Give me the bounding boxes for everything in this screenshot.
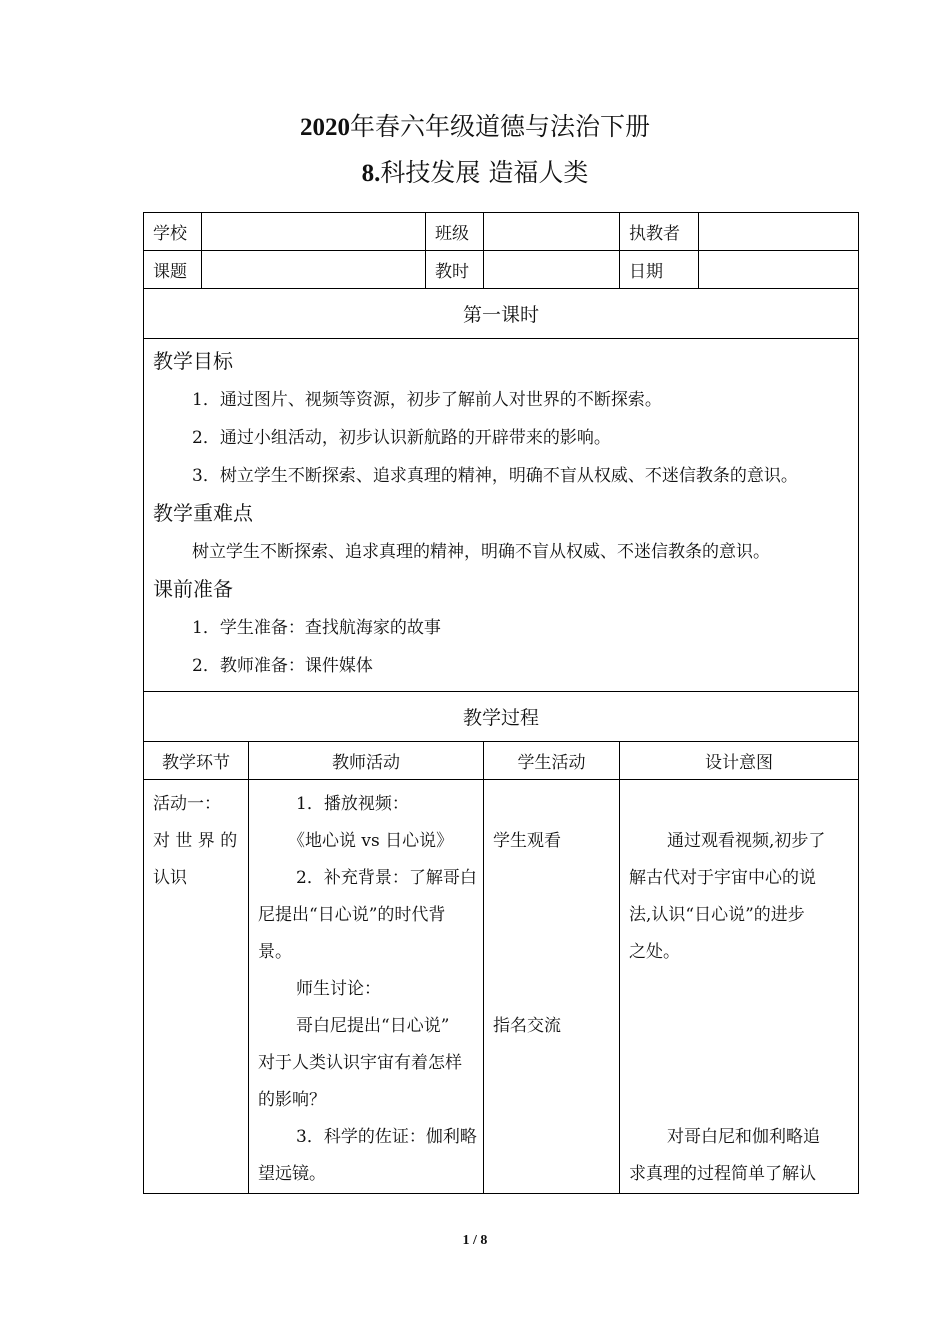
column-header-stage: 教学环节 [144,742,249,780]
intent-line: 通过观看视频,初步了 [667,831,826,851]
design-intent-cell [620,780,859,1194]
teacher-line: 1．播放视频： [296,794,409,814]
intent-line: 解古代对于宇宙中心的说 [629,868,816,888]
lesson-plan-table [143,212,859,1194]
overview-cell [144,339,859,692]
teacher-line: 哥白尼提出“日心说” [296,1016,450,1036]
stage-line: 认识 [153,868,187,888]
goal-item: 2．通过小组活动，初步认识新航路的开辟带来的影响。 [192,428,611,448]
stage-line: 活动一： [153,794,221,814]
prep-heading: 课前准备 [153,577,233,601]
student-line: 学生观看 [493,831,561,851]
teacher-line: 望远镜。 [258,1164,326,1184]
info-row-2 [144,251,859,289]
document-subtitle: 8.科技发展 造福人类 [361,158,589,187]
teacher-line: 的影响？ [258,1090,326,1110]
goal-item: 1．通过图片、视频等资源，初步了解前人对世界的不断探索。 [192,390,662,410]
activity-stage-cell [144,780,249,1194]
teacher-line: 对于人类认识宇宙有着怎样 [258,1053,462,1073]
lesson-row [144,289,859,339]
process-row [144,692,859,742]
process-label: 教学过程 [144,692,859,742]
school-value [202,213,426,251]
overview-row [144,339,859,692]
goals-heading: 教学目标 [153,349,233,373]
topic-label: 课题 [144,251,202,289]
teacher-line: 景。 [258,942,292,962]
date-value [699,251,859,289]
activity-row [144,780,859,1194]
class-value [484,213,620,251]
stage-line: 对 世 界 的 [153,831,238,851]
class-label: 班级 [426,213,484,251]
page-number: 1 / 8 [462,1233,488,1248]
intent-line: 法,认识“日心说”的进步 [629,905,805,925]
document-title: 2020年春六年级道德与法治下册 [299,112,650,141]
intent-line: 对哥白尼和伽利略追 [667,1127,820,1147]
student-line: 指名交流 [493,1016,561,1036]
prep-item: 2．教师准备：课件媒体 [192,656,373,676]
teacher-line: 《地心说 vs 日心说》 [288,831,454,851]
teacher-label: 执教者 [620,213,699,251]
key-points-text: 树立学生不断探索、追求真理的精神，明确不盲从权威、不迷信教条的意识。 [192,542,770,562]
goal-item: 3．树立学生不断探索、追求真理的精神，明确不盲从权威、不迷信教条的意识。 [192,466,798,486]
hours-label: 教时 [426,251,484,289]
hours-value [484,251,620,289]
column-header-teacher: 教师活动 [249,742,484,780]
student-activity-cell [484,780,620,1194]
teacher-value [699,213,859,251]
date-label: 日期 [620,251,699,289]
topic-value [202,251,426,289]
column-header-row [144,742,859,780]
column-header-intent: 设计意图 [620,742,859,780]
teacher-activity-cell [249,780,484,1194]
prep-item: 1．学生准备：查找航海家的故事 [192,618,441,638]
teacher-line: 尼提出“日心说”的时代背 [258,905,446,925]
key-points-heading: 教学重难点 [153,501,253,525]
teacher-line: 师生讨论： [296,979,381,999]
school-label: 学校 [144,213,202,251]
intent-line: 求真理的过程简单了解认 [629,1164,816,1184]
teacher-line: 3．科学的佐证：伽利略 [296,1127,477,1147]
intent-line: 之处。 [629,942,680,962]
teacher-line: 2．补充背景：了解哥白 [296,868,477,888]
lesson-label: 第一课时 [144,289,859,339]
info-row-1 [144,213,859,251]
column-header-student: 学生活动 [484,742,620,780]
